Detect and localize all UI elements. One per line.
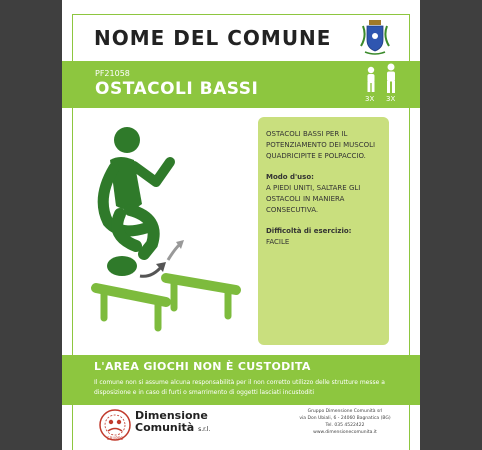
exercise-description: OSTACOLI BASSI PER IL POTENZIAMENTO DEI MUSCOLI QUADRICIPITE E POLPACCIO.: [266, 130, 376, 160]
warning-band: [62, 355, 420, 405]
product-code: PF21058: [95, 69, 130, 78]
usage-text: A PIEDI UNITI, SALTARE GLI OSTACOLI IN MANIERA CONSECUTIVA.: [266, 184, 361, 214]
exercise-illustration: [90, 118, 260, 343]
company-name: Dimensione Comunità s.r.l.: [135, 409, 211, 434]
motion-arrow: [140, 266, 162, 276]
age-label-small: 3X: [365, 95, 375, 103]
svg-text:GRUPPO: GRUPPO: [106, 436, 124, 441]
company-logo-icon: [97, 407, 133, 443]
product-name: OSTACOLI BASSI: [95, 79, 259, 99]
municipality-title: NOME DEL COMUNE: [94, 26, 332, 50]
description-panel: [258, 117, 389, 345]
age-label-tall: 3X: [386, 95, 396, 103]
child-tall-icon: [384, 63, 398, 94]
background-right: [420, 0, 482, 450]
municipal-crest-icon: [357, 16, 393, 58]
difficulty-heading: Difficoltà di esercizio:: [266, 227, 352, 235]
difficulty-value: FACILE: [266, 238, 290, 246]
usage-heading: Modo d'uso:: [266, 173, 314, 181]
low-hurdle-right: [166, 278, 236, 316]
child-small-icon: [364, 66, 378, 94]
low-hurdle-left: [96, 288, 166, 328]
jumping-person-figure: [103, 127, 170, 276]
company-contact: Gruppo Dimensione Comunità srl via Don Ubiali, 6 - 24060 Bagnatica (BG) Tel. 035 4522422 www.dimensionecomunita.it: [299, 409, 391, 435]
warning-title: L'AREA GIOCHI NON È CUSTODITA: [94, 360, 311, 373]
info-sign: [62, 0, 420, 450]
background-left: [0, 0, 62, 450]
product-band: [62, 61, 420, 108]
warning-text: Il comune non si assume alcuna responsabilità per il non corretto utilizzo delle strutture messe a disposizione e in caso di furti o smarrimento di oggetti lasciati incustoditi: [94, 379, 385, 396]
